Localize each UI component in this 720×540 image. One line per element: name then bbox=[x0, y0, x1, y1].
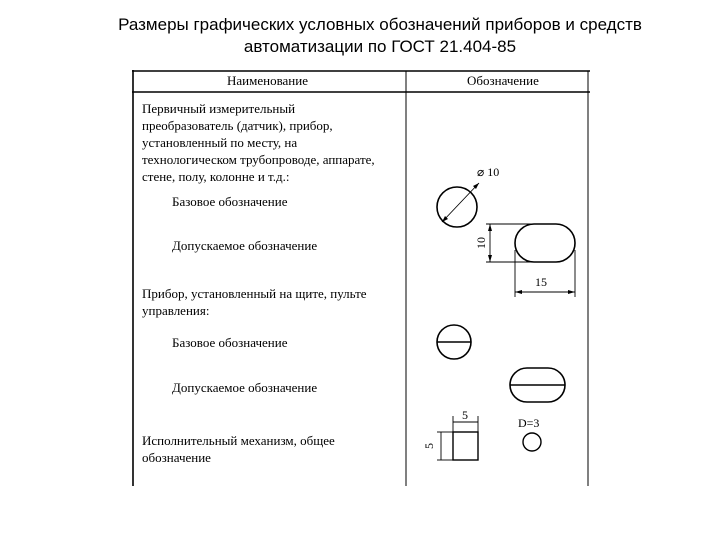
row-sensor-base-label: Базовое обозначение bbox=[172, 194, 288, 209]
height-dimension-lines bbox=[486, 224, 532, 262]
square-side-left-label: 5 bbox=[422, 443, 436, 449]
row-actuator-description: Исполнительный механизм, общее обозначение bbox=[142, 433, 335, 465]
header-name: Наименование bbox=[227, 73, 308, 88]
width-arrow-left bbox=[515, 290, 522, 294]
panel-stadium-symbol bbox=[510, 368, 565, 402]
actuator-square-symbol bbox=[453, 432, 478, 460]
slide-title: Размеры графических условных обозначений приборов и средств автоматизации по ГОСТ 21.404-85 bbox=[118, 15, 642, 56]
height-arrow-top bbox=[488, 224, 492, 231]
row-panel-description: Прибор, установленный на щите, пульте управления: bbox=[142, 286, 367, 318]
small-circle-label: D=3 bbox=[518, 416, 540, 430]
square-dimension-lines bbox=[437, 416, 478, 460]
width-arrow-right bbox=[568, 290, 575, 294]
stadium-symbol bbox=[515, 224, 575, 262]
row-sensor-alt-label: Допускаемое обозначение bbox=[172, 238, 318, 253]
header-designation: Обозначение bbox=[467, 73, 539, 88]
width-dimension-lines bbox=[515, 250, 575, 297]
diameter-label: ⌀ 10 bbox=[477, 165, 500, 179]
row-sensor-description: Первичный измерительный преобразователь (датчик), прибор, установленный по месту, на технологическом трубопроводе, аппарате, стене, полу, колонне и т.д.: bbox=[142, 101, 375, 184]
square-side-top-label: 5 bbox=[462, 408, 468, 422]
row-panel-base-label: Базовое обозначение bbox=[172, 335, 288, 350]
width-label: 15 bbox=[535, 275, 547, 289]
small-circle-symbol bbox=[523, 433, 541, 451]
height-arrow-bottom bbox=[488, 255, 492, 262]
height-label: 10 bbox=[474, 237, 488, 249]
panel-circle-symbol bbox=[437, 325, 471, 359]
row-panel-alt-label: Допускаемое обозначение bbox=[172, 380, 318, 395]
gost-symbol-table bbox=[132, 70, 590, 486]
base-circle-symbol bbox=[437, 183, 479, 227]
